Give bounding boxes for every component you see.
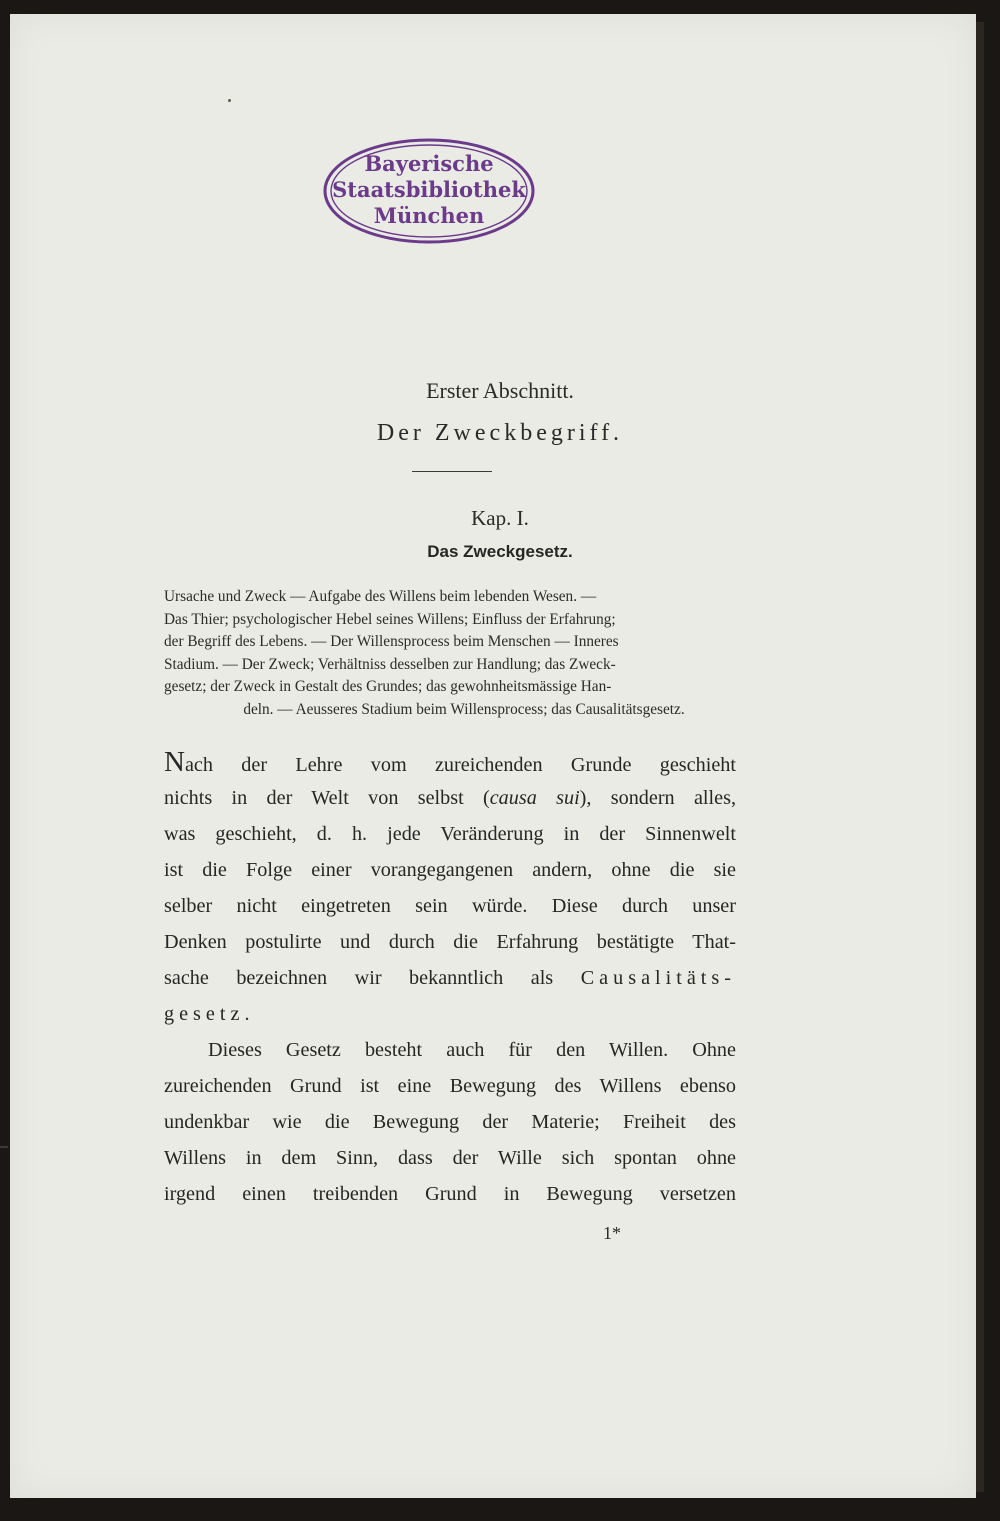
chapter-title: Das Zweckgesetz.	[427, 542, 573, 561]
body-line: Dieses Gesetz besteht auch für den Willen. Ohne	[208, 1039, 736, 1061]
summary-line: gesetz; der Zweck in Gestalt des Grundes; das gewohnheitsmässige Han-	[164, 678, 612, 696]
signature-mark: 1*	[603, 1223, 621, 1243]
body-line: undenkbar wie die Bewegung der Materie; Freiheit des	[164, 1111, 736, 1133]
chapter-number: Kap. I.	[471, 506, 529, 530]
stamp-line: Staatsbibliothek	[332, 177, 526, 202]
margin-mark	[0, 1146, 8, 1148]
summary-line: Ursache und Zweck — Aufgabe des Willens beim lebenden Wesen. —	[164, 588, 597, 605]
paper-speck	[228, 99, 231, 102]
chapter-summary	[164, 586, 764, 722]
stamp-line: München	[373, 203, 485, 228]
initial-letter: N	[164, 746, 185, 778]
body-line: Denken postulirte und durch die Erfahrung bestätigte That-	[164, 931, 736, 953]
body-line: Willens in dem Sinn, dass der Wille sich spontan ohne	[164, 1147, 736, 1169]
summary-line: deln. — Aeusseres Stadium beim Willensprocess; das Causalitätsgesetz.	[243, 700, 685, 718]
body-line: zureichenden Grund ist eine Bewegung des Willens ebenso	[164, 1075, 736, 1097]
summary-line: Stadium. — Der Zweck; Verhältniss desselben zur Handlung; das Zweck-	[164, 655, 616, 673]
page-edge	[976, 22, 984, 1492]
summary-line: Das Thier; psychologischer Hebel seines Willens; Einfluss der Erfahrung;	[164, 610, 616, 628]
stamp-line: Bayerische	[364, 151, 494, 176]
spaced-term: Causalitäts-	[580, 967, 736, 989]
body-line: sache bezeichnen wir bekanntlich als Causalitäts-	[164, 967, 736, 989]
body-text	[164, 744, 736, 1212]
body-line: gesetz.	[164, 1003, 255, 1025]
latin-phrase: causa sui	[489, 787, 580, 809]
section-title: Der Zweckbegriff.	[376, 420, 624, 446]
body-line: irgend einen treibenden Grund in Bewegung versetzen	[164, 1183, 736, 1205]
body-line: was geschieht, d. h. jede Veränderung in der Sinnenwelt	[164, 823, 736, 845]
body-line: selber nicht eingetreten sein würde. Diese durch unser	[164, 895, 736, 917]
body-line: ist die Folge einer vorangegangenen andern, ohne die sie	[164, 859, 736, 881]
body-line: Nach der Lehre vom zureichenden Grunde geschieht	[164, 746, 736, 778]
divider	[412, 471, 492, 472]
summary-line: der Begriff des Lebens. — Der Willensprocess beim Menschen — Inneres	[164, 633, 619, 651]
body-line: nichts in der Welt von selbst (causa sui), sondern alles,	[164, 787, 736, 809]
library-stamp	[322, 137, 536, 245]
section-heading: Erster Abschnitt.	[426, 378, 574, 403]
